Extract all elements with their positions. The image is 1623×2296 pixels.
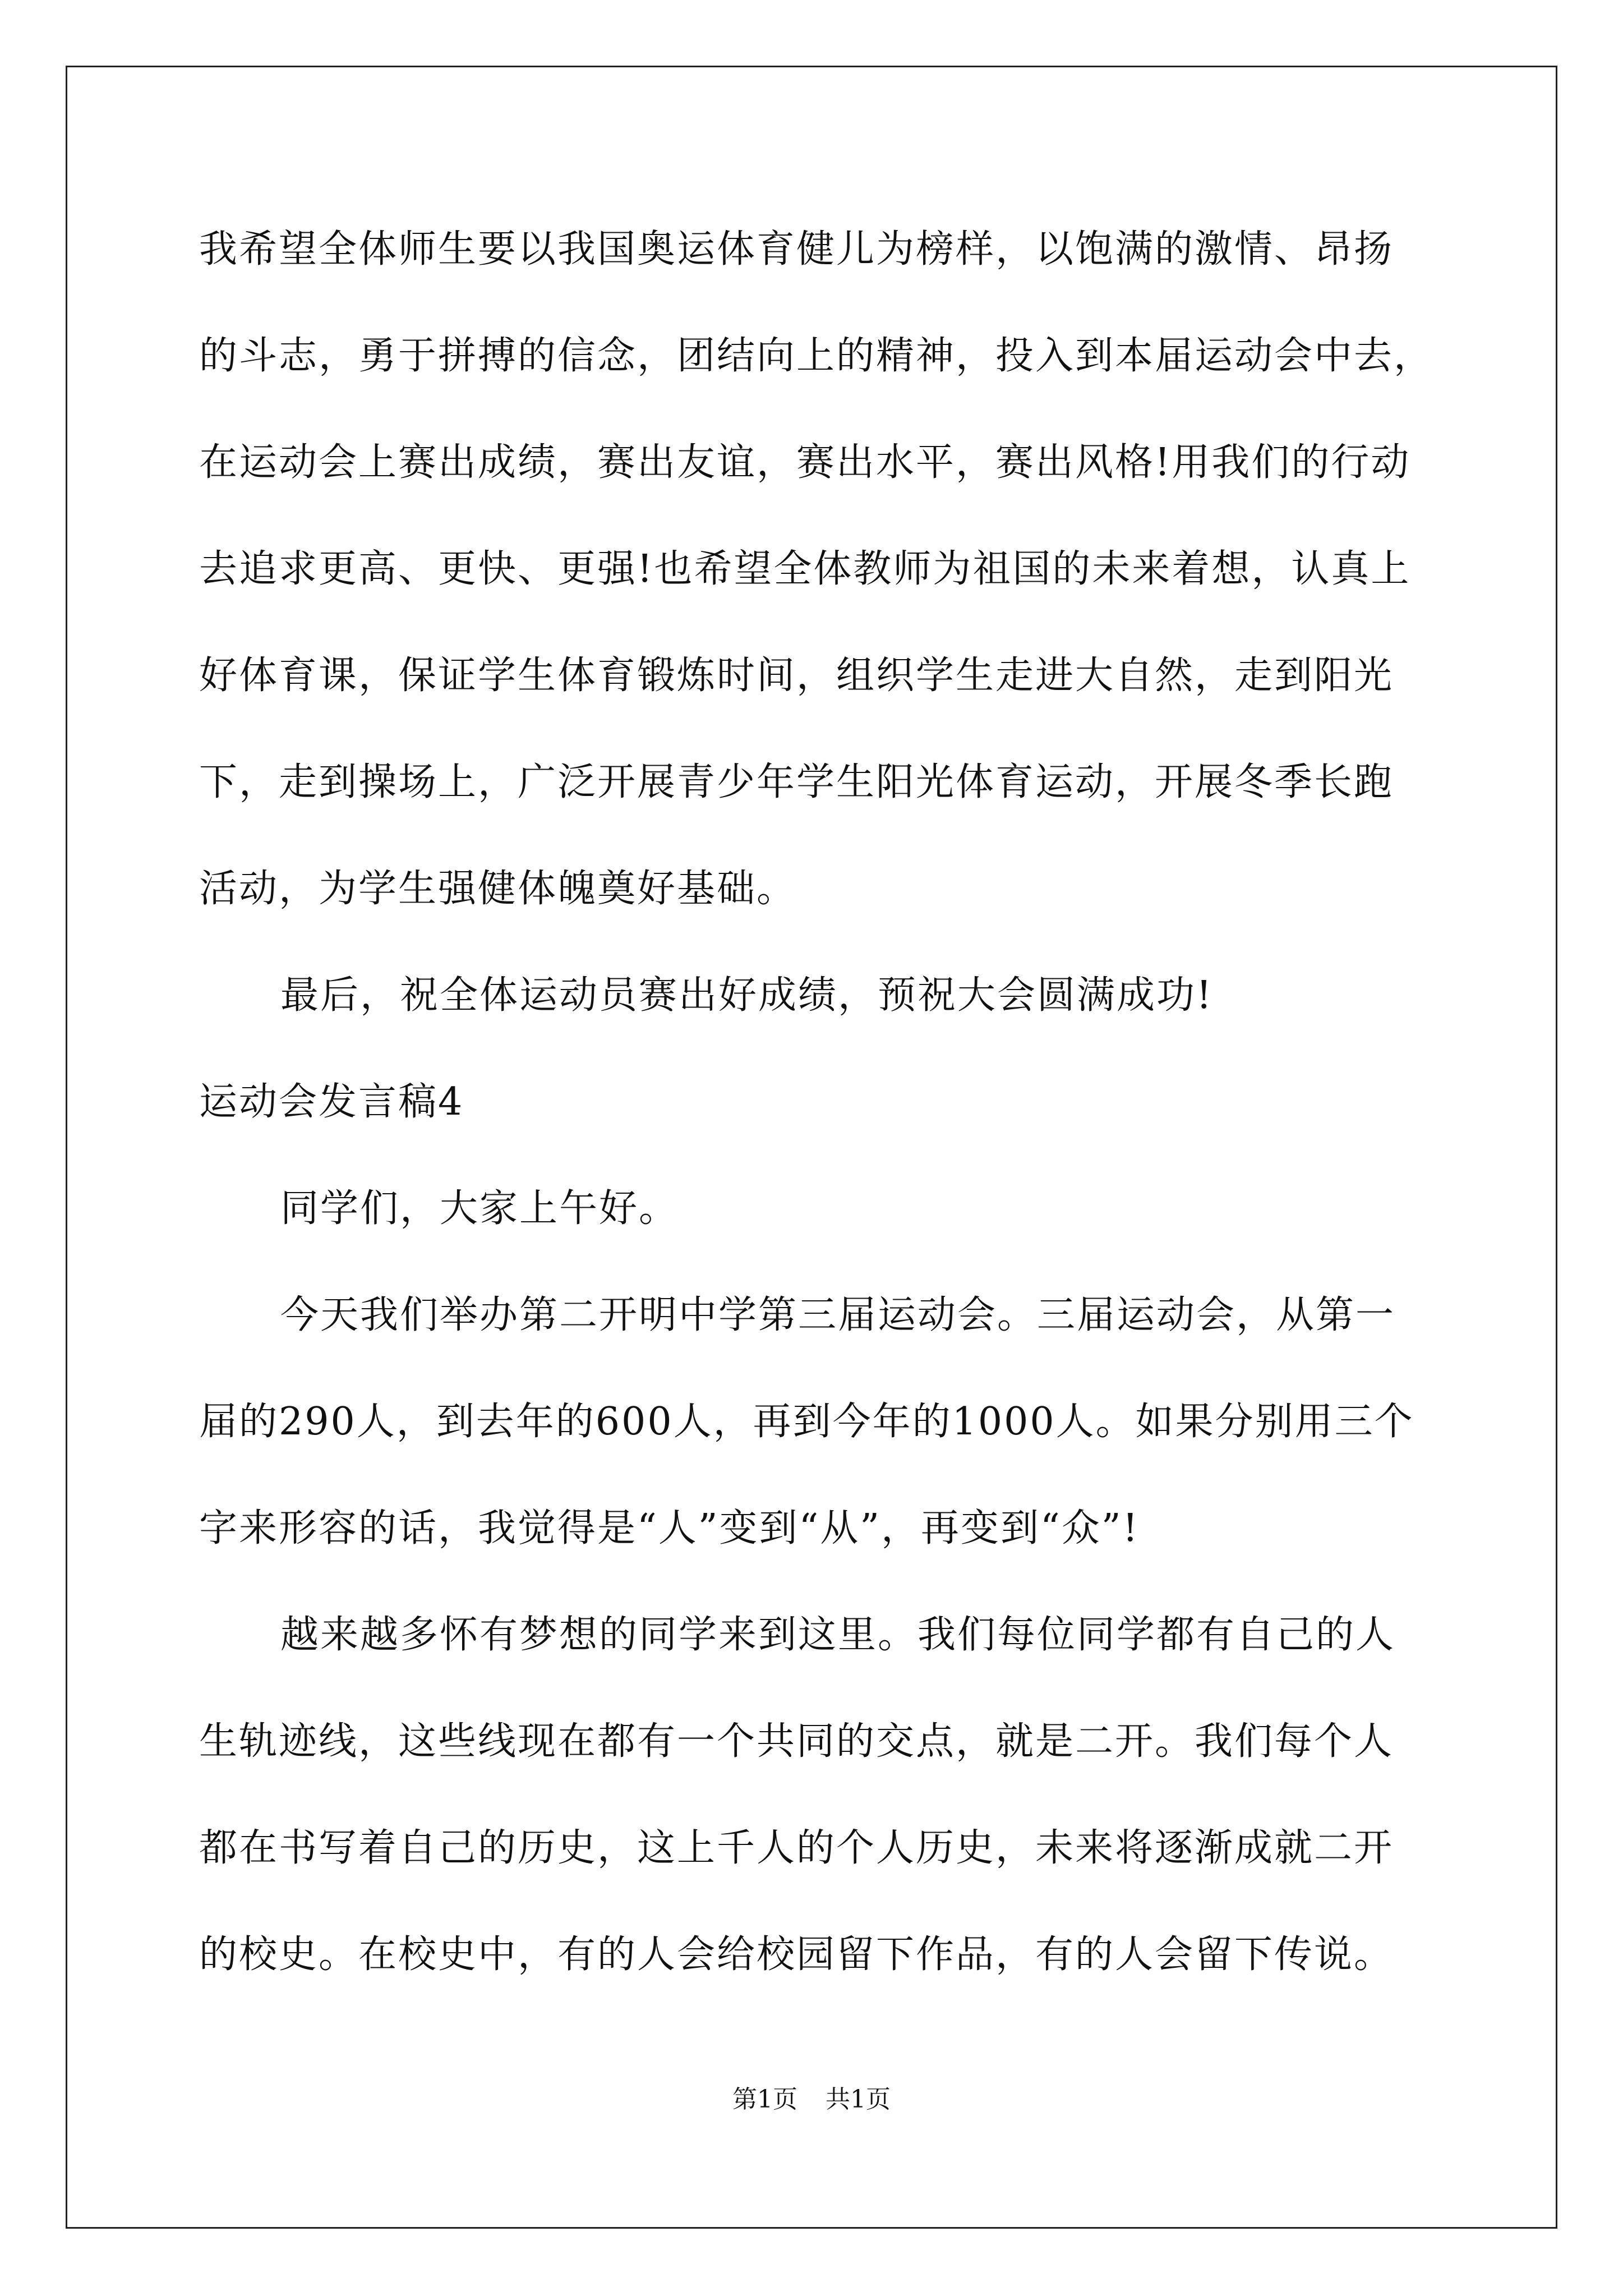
paragraph-line: 今天我们举办第二开明中学第三届运动会。三届运动会，从第一 [280, 1293, 1396, 1337]
paragraph-line: 最后，祝全体运动员赛出好成绩，预祝大会圆满成功! [280, 973, 1214, 1018]
paragraph-line: 下，走到操场上，广泛开展青少年学生阳光体育运动，开展冬季长跑 [199, 760, 1394, 804]
page-footer [0, 2084, 1623, 2115]
paragraph-line: 届的290人，到去年的600人，再到今年的1000人。如果分别用三个 [199, 1400, 1414, 1444]
section-heading: 运动会发言稿4 [199, 1080, 464, 1124]
paragraph-line: 的校史。在校史中，有的人会给校园留下作品，有的人会留下传说。 [199, 1932, 1394, 1977]
paragraph-line: 字来形容的话，我觉得是“人”变到“从”，再变到“众”! [199, 1506, 1140, 1550]
page-border [66, 66, 1557, 2229]
paragraph-line: 去追求更高、更快、更强!也希望全体教师为祖国的未来着想，认真上 [199, 547, 1411, 591]
paragraph-line: 好体育课，保证学生体育锻炼时间，组织学生走进大自然，走到阳光 [199, 654, 1394, 698]
paragraph-line: 生轨迹线，这些线现在都有一个共同的交点，就是二开。我们每个人 [199, 1719, 1394, 1764]
greeting-line: 同学们，大家上午好。 [280, 1186, 679, 1231]
paragraph-line: 都在书写着自己的历史，这上千人的个人历史，未来将逐渐成就二开 [199, 1826, 1394, 1870]
page-number-current: 第1页 [732, 2085, 797, 2114]
paragraph-line: 在运动会上赛出成绩，赛出友谊，赛出水平，赛出风格!用我们的行动 [199, 440, 1411, 485]
paragraph-line: 越来越多怀有梦想的同学来到这里。我们每位同学都有自己的人 [280, 1613, 1396, 1657]
paragraph-line: 的斗志，勇于拼搏的信念，团结向上的精神，投入到本届运动会中去， [199, 334, 1434, 378]
page-number-total: 共1页 [826, 2085, 891, 2114]
paragraph-line: 活动，为学生强健体魄奠好基础。 [199, 867, 797, 911]
paragraph-line: 我希望全体师生要以我国奥运体育健儿为榜样，以饱满的激情、昂扬 [199, 227, 1394, 272]
